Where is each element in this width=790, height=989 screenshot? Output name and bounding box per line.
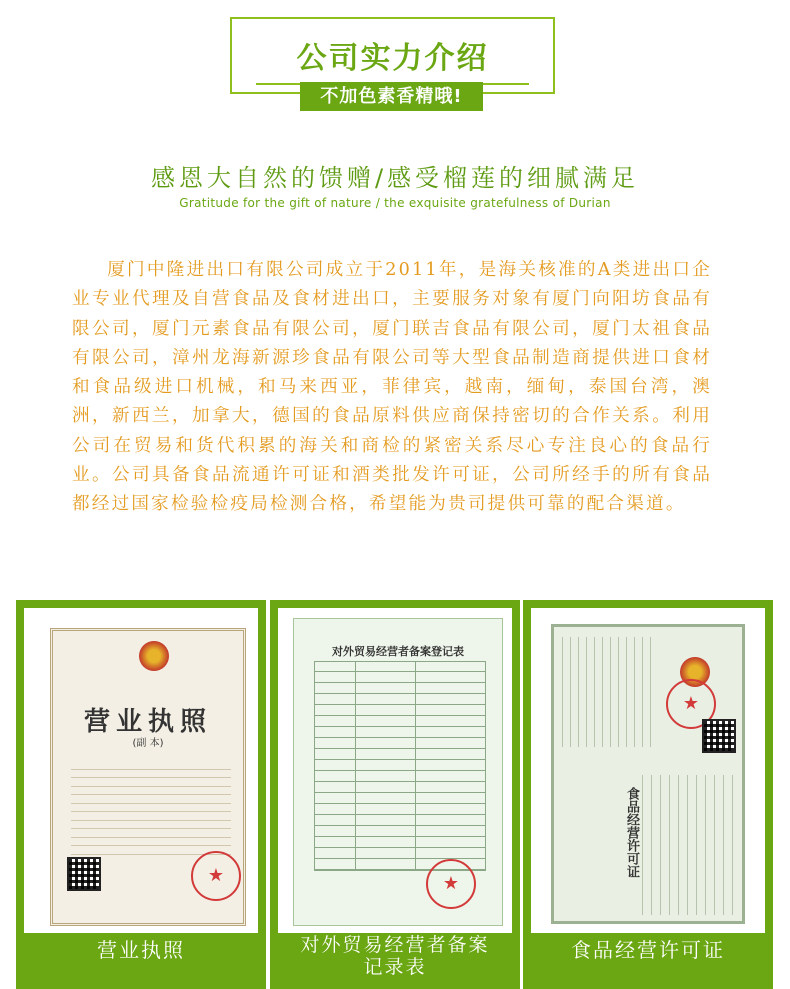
food-permit-image: [551, 624, 745, 924]
cert-image-frame: [24, 608, 258, 933]
license-text-lines: [71, 761, 231, 855]
company-intro-paragraph: 厦门中隆进出口有限公司成立于2011年，是海关核准的A类进出口企业专业代理及自营食品及食材进出口，主要服务对象有厦门向阳坊食品有限公司，厦门元素食品有限公司，厦门联吉食品有限公司，厦门太祖食品有限公司，漳州龙海新源珍食品有限公司等大型食品制造商提供进口食材和食品级进口机械，和马来西亚，菲律宾，越南，缅甸，泰国台湾，澳洲，新西兰，加拿大，德国的食品原料供应商保持密切的合作关系。利用公司在贸易和货代积累的海关和商检的紧密关系尽心专注良心的食品行业。公司具备食品流通许可证和酒类批发许可证，公司所经手的所有食品都经过国家检验检疫局检测合格，希望能为贵司提供可靠的配合渠道。: [72, 260, 712, 515]
slogan-chinese: 感恩大自然的馈赠/感受榴莲的细腻满足: [150, 164, 640, 192]
permit-doc-title: 食品经营许可证: [624, 787, 639, 878]
slogan-english: Gratitude for the gift of nature / the exquisite gratefulness of Durian: [179, 196, 611, 210]
trade-record-doc-title: 对外贸易经营者备案登记表: [332, 645, 464, 658]
license-doc-subtitle: (副 本): [132, 738, 164, 749]
cert-image-frame: [278, 608, 512, 933]
cert-label-food-permit: 食品经营许可证: [571, 938, 725, 962]
national-emblem-icon: [139, 641, 169, 671]
permit-text-columns: [562, 637, 658, 747]
cert-panel-business-license: [16, 600, 266, 989]
cert-image-frame: [531, 608, 765, 933]
qr-code-icon: [702, 719, 736, 753]
business-license-image: [50, 628, 246, 926]
subtitle-badge: 不加色素香精哦!: [300, 82, 483, 111]
cert-panel-food-permit: [523, 600, 773, 989]
cert-panel-trade-record: [270, 600, 520, 989]
trade-record-image: [293, 618, 503, 926]
cert-label-business-license: 营业执照: [97, 938, 185, 962]
red-seal-icon: [191, 851, 241, 901]
section-title: 公司实力介绍: [296, 41, 489, 76]
trade-record-table: [314, 661, 486, 871]
permit-text-columns: [642, 775, 738, 915]
cert-label-trade-record: 对外贸易经营者备案记录表: [300, 934, 490, 978]
license-doc-title: 营业执照: [83, 707, 212, 737]
red-seal-icon: [426, 859, 476, 909]
qr-code-icon: [67, 857, 101, 891]
